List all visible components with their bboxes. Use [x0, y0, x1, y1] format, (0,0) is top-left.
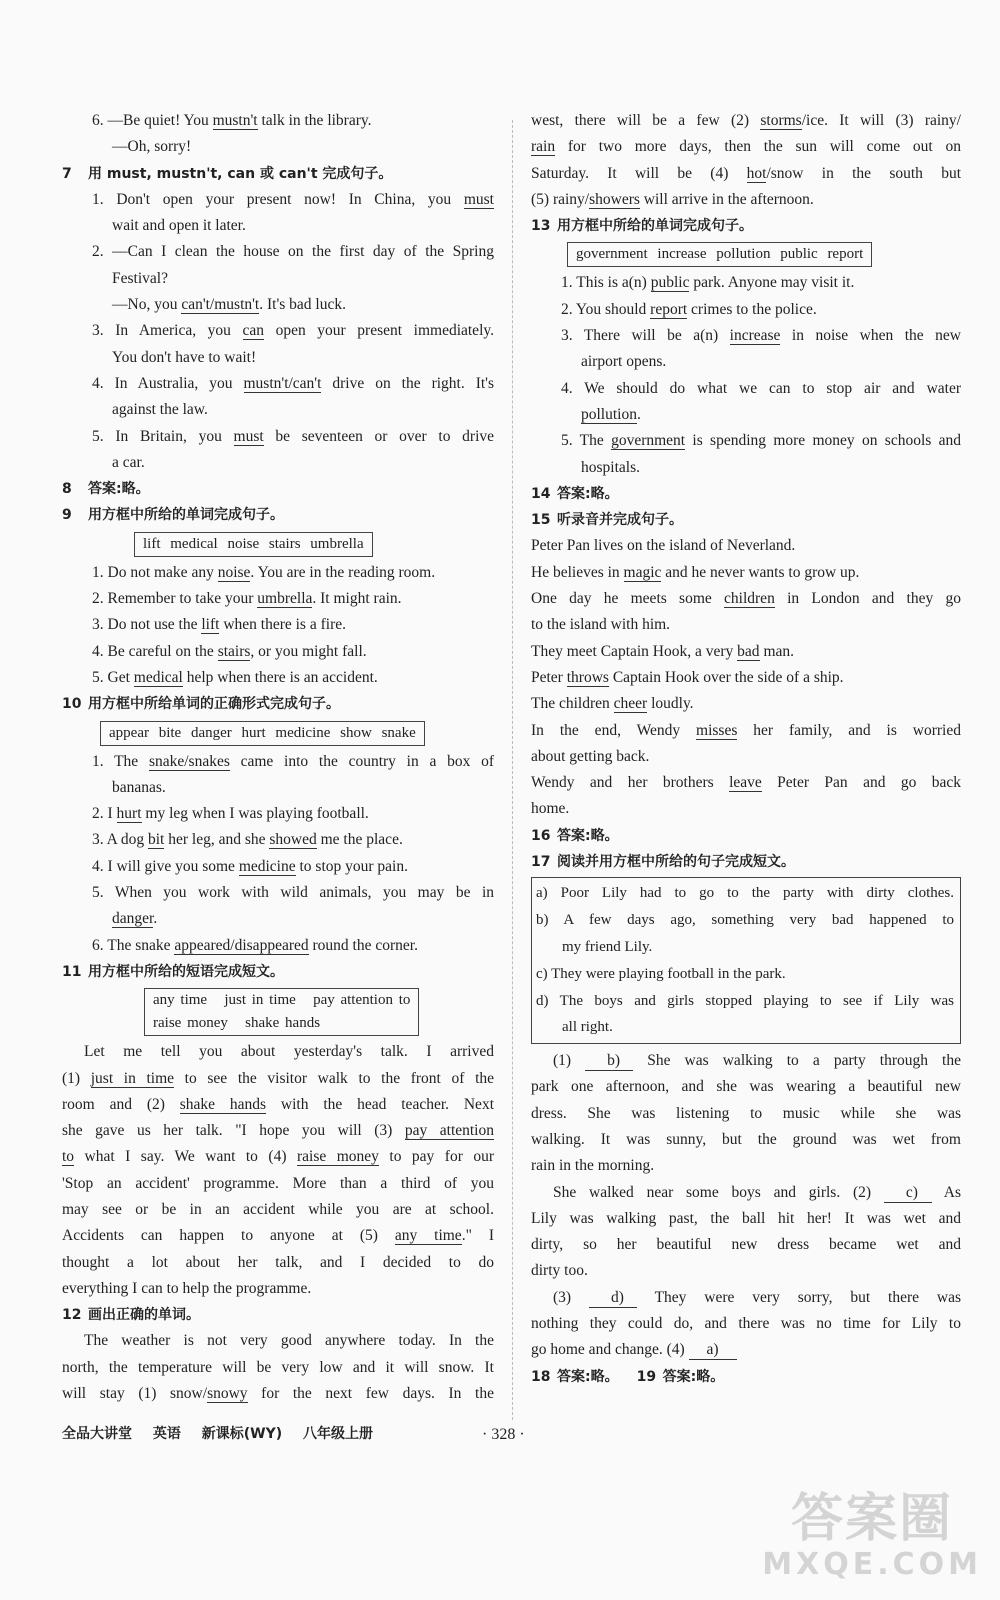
- answer-underlined: magic: [623, 563, 662, 581]
- question-number: 11: [62, 963, 82, 980]
- question-instruction: 听录音并完成句子。: [557, 512, 683, 529]
- question-number: 9: [62, 507, 72, 524]
- answer-underlined: pay attention: [404, 1122, 494, 1140]
- text-run: Peter Pan and go back: [761, 774, 961, 792]
- page-number: · 328 ·: [482, 1426, 525, 1443]
- text-run: .: [153, 910, 158, 928]
- text-line: [531, 297, 961, 323]
- answer-underlined: children: [724, 590, 775, 608]
- text-run: hospitals.: [581, 458, 640, 476]
- column-divider: [512, 120, 513, 1420]
- text-run: 2. I: [92, 805, 117, 823]
- answer-underlined: throws: [566, 668, 609, 686]
- question-instruction: 用方框中所给的单词完成句子。: [557, 218, 753, 235]
- text-run: . It might rain.: [312, 590, 402, 608]
- text-run: to see the visitor walk to the front of the: [174, 1069, 495, 1087]
- text-line: [531, 691, 961, 717]
- text-line: [62, 880, 494, 906]
- question-number: 17: [531, 854, 551, 871]
- text-run: with the head teacher. Next: [266, 1095, 494, 1113]
- text-run: in London and they go: [774, 590, 961, 608]
- text-line: [531, 1074, 961, 1100]
- text-line: [531, 1180, 961, 1206]
- phrase-box-line: raise money shake hands: [153, 1015, 321, 1032]
- text-run: my leg when I was playing football.: [141, 805, 369, 823]
- text-line: [531, 1232, 961, 1258]
- text-run: 2. —Can I clean the house on the first day of the Spring: [92, 243, 494, 261]
- text-line: [62, 749, 494, 775]
- text-run: her family, and is worried: [737, 721, 961, 739]
- answer-underlined: noise: [217, 563, 251, 581]
- text-run: go home and change. (4): [531, 1341, 689, 1359]
- answer-underlined: can't/mustn't: [181, 296, 260, 314]
- text-run: (5) rainy/: [531, 190, 590, 208]
- text-line: [531, 612, 961, 638]
- text-line: [531, 108, 961, 134]
- text-line: [531, 1153, 961, 1179]
- question-instruction: 用方框中所给的单词完成句子。: [88, 507, 284, 524]
- text-run: loudly.: [647, 695, 694, 713]
- text-run: round the corner.: [308, 936, 418, 954]
- question-heading: [62, 502, 494, 528]
- text-run: —No, you: [112, 296, 182, 314]
- text-run: dress. She was listening to music while she was: [531, 1104, 961, 1122]
- text-line: [62, 397, 494, 423]
- text-run: is spending more money on schools and: [685, 432, 961, 450]
- answer-underlined: government: [611, 432, 686, 450]
- question-number: 8: [62, 481, 72, 498]
- question-heading: [531, 849, 961, 875]
- text-run: be seventeen or over to drive: [263, 427, 494, 445]
- text-run: Peter Pan lives on the island of Neverland.: [531, 537, 796, 555]
- text-run: crimes to the police.: [687, 300, 817, 318]
- word-box-row: [62, 532, 494, 557]
- answer-underlined: danger: [112, 910, 154, 928]
- question-instruction: 答案:略。: [557, 1368, 619, 1385]
- text-line: [531, 560, 961, 586]
- word-box: lift medical noise stairs umbrella: [134, 532, 373, 557]
- answer-underlined: to: [62, 1148, 75, 1166]
- answer-underlined: stairs: [217, 642, 251, 660]
- text-line: [531, 349, 961, 375]
- answer-underlined: report: [650, 300, 688, 318]
- question-number: 19: [636, 1368, 657, 1385]
- question-number: 15: [531, 512, 551, 529]
- text-run: 6. The snake: [92, 936, 175, 954]
- sentence-box: [531, 877, 961, 1044]
- answer-underlined: raise money: [296, 1148, 379, 1166]
- text-line: [62, 801, 494, 827]
- text-run: rain in the morning.: [531, 1157, 655, 1175]
- text-line: [531, 533, 961, 559]
- footer-subject: 英语: [152, 1426, 181, 1442]
- text-run: park one afternoon, and she was wearing a beautiful new: [531, 1078, 961, 1096]
- text-run: —Oh, sorry!: [112, 138, 192, 156]
- text-line: [531, 1311, 961, 1337]
- sentence-option: all right.: [562, 1019, 613, 1036]
- text-run: her leg, and she: [164, 831, 270, 849]
- answer-underlined: bad: [737, 642, 760, 660]
- text-line: [62, 1250, 494, 1276]
- text-line: [531, 586, 961, 612]
- text-run: park. Anyone may visit it.: [689, 274, 855, 292]
- question-heading: [531, 213, 961, 239]
- answer-underlined: must: [463, 190, 494, 208]
- question-heading: [62, 476, 494, 502]
- text-run: came into the country in a box of: [229, 752, 494, 770]
- text-line: [62, 450, 494, 476]
- text-line: [62, 187, 494, 213]
- watermark-title: 答案圈: [791, 1489, 954, 1549]
- text-run: to the island with him.: [531, 616, 671, 634]
- text-run: (1): [62, 1069, 91, 1087]
- question-heading: [531, 481, 961, 507]
- question-instruction: 答案:略。: [662, 1368, 725, 1385]
- text-line: [62, 854, 494, 880]
- text-run: will arrive in the afternoon.: [639, 190, 814, 208]
- text-run: talk in the library.: [257, 112, 372, 129]
- text-run: They meet Captain Hook, a very: [531, 642, 738, 660]
- text-run: In the end, Wendy: [531, 721, 697, 739]
- text-run: wait and open it later.: [112, 217, 246, 235]
- text-line: [62, 827, 494, 853]
- text-run: 1. Don't open your present now! In China, you: [92, 190, 464, 208]
- text-line: [62, 1381, 494, 1407]
- answer-underlined: shake hands: [179, 1095, 267, 1113]
- answer-underlined: snowy: [207, 1385, 248, 1403]
- question-heading: [531, 507, 961, 533]
- text-line: [531, 323, 961, 349]
- text-run: a car.: [112, 453, 145, 471]
- answer-underlined: must: [233, 427, 264, 445]
- phrase-box-line: any time just in time pay attention to: [153, 992, 411, 1009]
- text-run: she gave us her talk. "I hope you will (3): [62, 1122, 405, 1140]
- text-run: 'Stop an accident' programme. More than a third of you: [62, 1174, 494, 1192]
- watermark-url: MXQE.COM: [762, 1547, 982, 1582]
- text-run: 2. Remember to take your: [92, 590, 258, 608]
- answer-underlined: any time: [394, 1227, 462, 1245]
- question-heading: [62, 959, 494, 985]
- text-line: [62, 612, 494, 638]
- text-run: 6. —Be quiet! You: [92, 112, 213, 129]
- answer-underlined: cheer: [613, 695, 648, 713]
- question-instruction: 用方框中所给单词的正确形式完成句子。: [88, 696, 340, 713]
- sentence-option: b) A few days ago, something very bad happened to: [536, 912, 954, 929]
- answer-underlined: misses: [696, 721, 738, 739]
- answer-underlined: mustn't: [212, 112, 258, 129]
- text-run: The children: [531, 695, 614, 713]
- text-run: will stay (1) snow/: [62, 1385, 208, 1403]
- answer-underlined: medical: [133, 668, 183, 686]
- answer-underlined: just in time: [90, 1069, 175, 1087]
- text-run: (3): [553, 1288, 589, 1306]
- text-line: [531, 796, 961, 822]
- text-run: They were very sorry, but there was: [636, 1288, 961, 1306]
- text-line: [62, 1039, 494, 1065]
- question-number: 18: [531, 1368, 551, 1385]
- text-line: [62, 371, 494, 397]
- question-number: 12: [62, 1307, 82, 1324]
- text-run: 1. Do not make any: [92, 563, 218, 581]
- text-run: me the place.: [316, 831, 403, 849]
- text-line: [531, 639, 961, 665]
- text-run: 1. The: [92, 752, 149, 770]
- text-run: 4. Be careful on the: [92, 642, 218, 660]
- answer-blank: c): [884, 1184, 932, 1203]
- text-run: dirty too.: [531, 1262, 588, 1280]
- phrase-box: [144, 988, 419, 1036]
- text-line: [531, 1101, 961, 1127]
- question-heading: [62, 161, 494, 187]
- text-line: [62, 1276, 494, 1302]
- question-instruction: 答案:略。: [88, 481, 150, 498]
- text-run: 3. A dog: [92, 831, 148, 849]
- question-heading: [531, 1364, 961, 1390]
- text-line: [531, 665, 961, 691]
- text-run: 4. We should do what we can to stop air and water: [561, 379, 961, 397]
- question-number: 7: [62, 165, 72, 182]
- text-run: Wendy and her brothers: [531, 774, 730, 792]
- text-run: in noise when the new: [780, 327, 961, 345]
- text-run: for two more days, then the sun will come out on: [555, 138, 961, 156]
- text-line: [62, 1171, 494, 1197]
- text-line: [62, 266, 494, 292]
- sentence-option: my friend Lily.: [562, 938, 653, 955]
- phrase-box-row: [62, 988, 494, 1036]
- question-heading: [531, 823, 961, 849]
- page-footer: [62, 1423, 389, 1443]
- left-column: [62, 108, 494, 1407]
- text-run: She was walking to a party through the: [633, 1052, 961, 1070]
- text-run: airport opens.: [581, 353, 667, 371]
- text-run: Festival?: [112, 269, 168, 287]
- answer-underlined: public: [650, 274, 690, 292]
- answer-underlined: rain: [531, 138, 556, 156]
- text-line: [62, 318, 494, 344]
- text-line: [62, 134, 494, 160]
- text-line: [531, 1127, 961, 1153]
- text-run: 2. You should: [561, 300, 651, 318]
- question-instruction: 用方框中所给的短语完成短文。: [88, 963, 284, 980]
- text-line: [62, 424, 494, 450]
- answer-underlined: bit: [147, 831, 165, 849]
- text-line: [62, 933, 494, 959]
- sentence-option: a) Poor Lily had to go to the party with dirty clothes.: [536, 885, 954, 902]
- question-instruction: 画出正确的单词。: [88, 1307, 200, 1324]
- text-run: when there is a fire.: [219, 616, 346, 634]
- text-line: [531, 770, 961, 796]
- text-run: .: [636, 405, 641, 423]
- text-run: As: [931, 1183, 961, 1201]
- text-run: 3. Do not use the: [92, 616, 202, 634]
- answer-underlined: leave: [729, 774, 762, 792]
- text-run: 5. In Britain, you: [92, 427, 234, 445]
- text-run: /ice. It will (3) rainy/: [801, 112, 961, 129]
- text-run: may see or be in an accident while you are at school.: [62, 1200, 494, 1218]
- answer-underlined: lift: [201, 616, 220, 634]
- text-run: drive on the right. It's: [321, 374, 494, 392]
- text-run: open your present immediately.: [264, 322, 494, 340]
- question-instruction: 答案:略。: [557, 485, 619, 502]
- text-line: [531, 1206, 961, 1232]
- sentence-option: d) The boys and girls stopped playing to see if Lily was: [536, 992, 954, 1009]
- text-run: 5. The: [561, 432, 612, 450]
- text-run: /snow in the south but: [766, 164, 962, 182]
- answer-underlined: hurt: [116, 805, 142, 823]
- text-run: , or you might fall.: [250, 642, 367, 660]
- text-run: home.: [531, 800, 570, 818]
- text-run: 3. There will be a(n): [561, 327, 730, 345]
- text-run: north, the temperature will be very low and it will snow. It: [62, 1358, 494, 1376]
- text-run: west, there will be a few (2): [531, 112, 761, 129]
- answer-underlined: showers: [589, 190, 640, 208]
- text-line: [62, 639, 494, 665]
- text-run: to pay for our: [378, 1148, 494, 1166]
- text-run: what I say. We want to (4): [74, 1148, 297, 1166]
- text-run: She walked near some boys and girls. (2): [553, 1183, 884, 1201]
- answer-underlined: increase: [729, 327, 781, 345]
- text-line: [62, 108, 494, 134]
- text-line: [531, 455, 961, 481]
- answer-underlined: showed: [269, 831, 317, 849]
- answer-blank: b): [585, 1052, 633, 1071]
- word-box-row: [531, 242, 961, 267]
- text-line: [531, 744, 961, 770]
- text-run: dirty, so her beautiful new dress became wet and: [531, 1236, 961, 1254]
- text-line: [531, 1285, 961, 1311]
- watermark-logo: [762, 1491, 982, 1582]
- answer-underlined: hot: [746, 164, 767, 182]
- footer-grade: 八年级上册: [303, 1426, 374, 1442]
- text-run: thought a lot about her talk, and I decided to do: [62, 1253, 494, 1271]
- question-heading: [62, 1302, 494, 1328]
- text-run: Captain Hook over the side of a ship.: [608, 668, 844, 686]
- text-line: [62, 1355, 494, 1381]
- text-line: [62, 906, 494, 932]
- question-instruction: 阅读并用方框中所给的句子完成短文。: [557, 854, 795, 871]
- text-line: [531, 187, 961, 213]
- text-run: The weather is not very good anywhere today. In the: [84, 1332, 494, 1350]
- text-run: Saturday. It will be (4): [531, 164, 747, 182]
- text-line: [62, 560, 494, 586]
- answer-underlined: appeared/disappeared: [174, 936, 309, 954]
- text-run: Let me tell you about yesterday's talk. I arrived: [84, 1043, 494, 1061]
- text-line: [531, 270, 961, 296]
- text-run: man.: [759, 642, 794, 660]
- answer-underlined: storms: [760, 112, 802, 129]
- answer-blank: d): [589, 1289, 637, 1308]
- answer-underlined: pollution: [581, 405, 637, 423]
- text-run: everything I can to help the programme.: [62, 1279, 312, 1297]
- question-number: 16: [531, 827, 551, 844]
- text-run: (1): [553, 1052, 586, 1070]
- text-line: [531, 161, 961, 187]
- text-run: Peter: [531, 668, 567, 686]
- text-run: nothing they could do, and there was no time for Lily to: [531, 1315, 961, 1333]
- answer-blank: a): [689, 1341, 737, 1360]
- text-run: help when there is an accident.: [182, 668, 378, 686]
- sentence-option: c) They were playing football in the park.: [536, 965, 786, 982]
- text-line: [62, 1197, 494, 1223]
- text-line: [62, 1144, 494, 1170]
- answer-underlined: can: [242, 322, 265, 340]
- text-run: One day he meets some: [531, 590, 725, 608]
- text-run: Lily was walking past, the ball hit her! It was wet and: [531, 1209, 961, 1227]
- right-column: [531, 108, 961, 1390]
- text-line: [62, 665, 494, 691]
- text-line: [531, 428, 961, 454]
- text-run: about getting back.: [531, 747, 650, 765]
- text-run: 5. When you work with wild animals, you may be in: [92, 884, 494, 902]
- text-line: [531, 402, 961, 428]
- answer-underlined: medicine: [238, 857, 296, 875]
- word-box-row: [62, 721, 494, 746]
- question-instruction: 答案:略。: [557, 827, 619, 844]
- answer-underlined: umbrella: [257, 590, 313, 608]
- question-instruction: 用 must, mustn't, can 或 can't 完成句子。: [88, 165, 393, 182]
- question-number: 13: [531, 218, 551, 235]
- answer-underlined: mustn't/can't: [243, 374, 322, 392]
- text-run: room and (2): [62, 1095, 180, 1113]
- footer-edition: 新课标(WY): [201, 1426, 283, 1442]
- text-line: [62, 775, 494, 801]
- text-line: [531, 134, 961, 160]
- text-run: for the next few days. In the: [247, 1385, 494, 1403]
- text-line: [531, 1337, 961, 1363]
- question-heading: [62, 691, 494, 717]
- text-line: [62, 239, 494, 265]
- text-run: 3. In America, you: [92, 322, 243, 340]
- text-run: bananas.: [112, 778, 166, 796]
- text-line: [62, 1092, 494, 1118]
- text-run: 5. Get: [92, 668, 134, 686]
- text-run: walking. It was sunny, but the ground was wet from: [531, 1130, 961, 1148]
- text-line: [62, 292, 494, 318]
- text-run: 1. This is a(n): [561, 274, 651, 292]
- text-run: He believes in: [531, 563, 624, 581]
- text-line: [62, 1066, 494, 1092]
- text-line: [62, 1223, 494, 1249]
- text-run: . It's bad luck.: [259, 296, 346, 314]
- text-line: [62, 1328, 494, 1354]
- text-run: . You are in the reading room.: [250, 563, 436, 581]
- text-run: against the law.: [112, 401, 208, 419]
- answer-underlined: snake/snakes: [148, 752, 230, 770]
- text-line: [531, 1048, 961, 1074]
- text-line: [62, 345, 494, 371]
- question-number: 10: [62, 696, 82, 713]
- word-box: appear bite danger hurt medicine show snake: [100, 721, 425, 746]
- text-run: to stop your pain.: [295, 857, 408, 875]
- text-line: [62, 586, 494, 612]
- word-box: government increase pollution public report: [567, 242, 872, 267]
- text-line: [62, 213, 494, 239]
- text-line: [531, 718, 961, 744]
- text-run: Accidents can happen to anyone at (5): [62, 1227, 395, 1245]
- text-run: 4. In Australia, you: [92, 374, 244, 392]
- text-line: [531, 1258, 961, 1284]
- text-run: 4. I will give you some: [92, 857, 239, 875]
- text-run: and he never wants to grow up.: [661, 563, 860, 581]
- question-number: 14: [531, 485, 551, 502]
- text-run: You don't have to wait!: [112, 348, 257, 366]
- footer-brand: 全品大讲堂: [62, 1426, 132, 1442]
- text-run: ." I: [461, 1227, 494, 1245]
- text-line: [531, 376, 961, 402]
- text-line: [62, 1118, 494, 1144]
